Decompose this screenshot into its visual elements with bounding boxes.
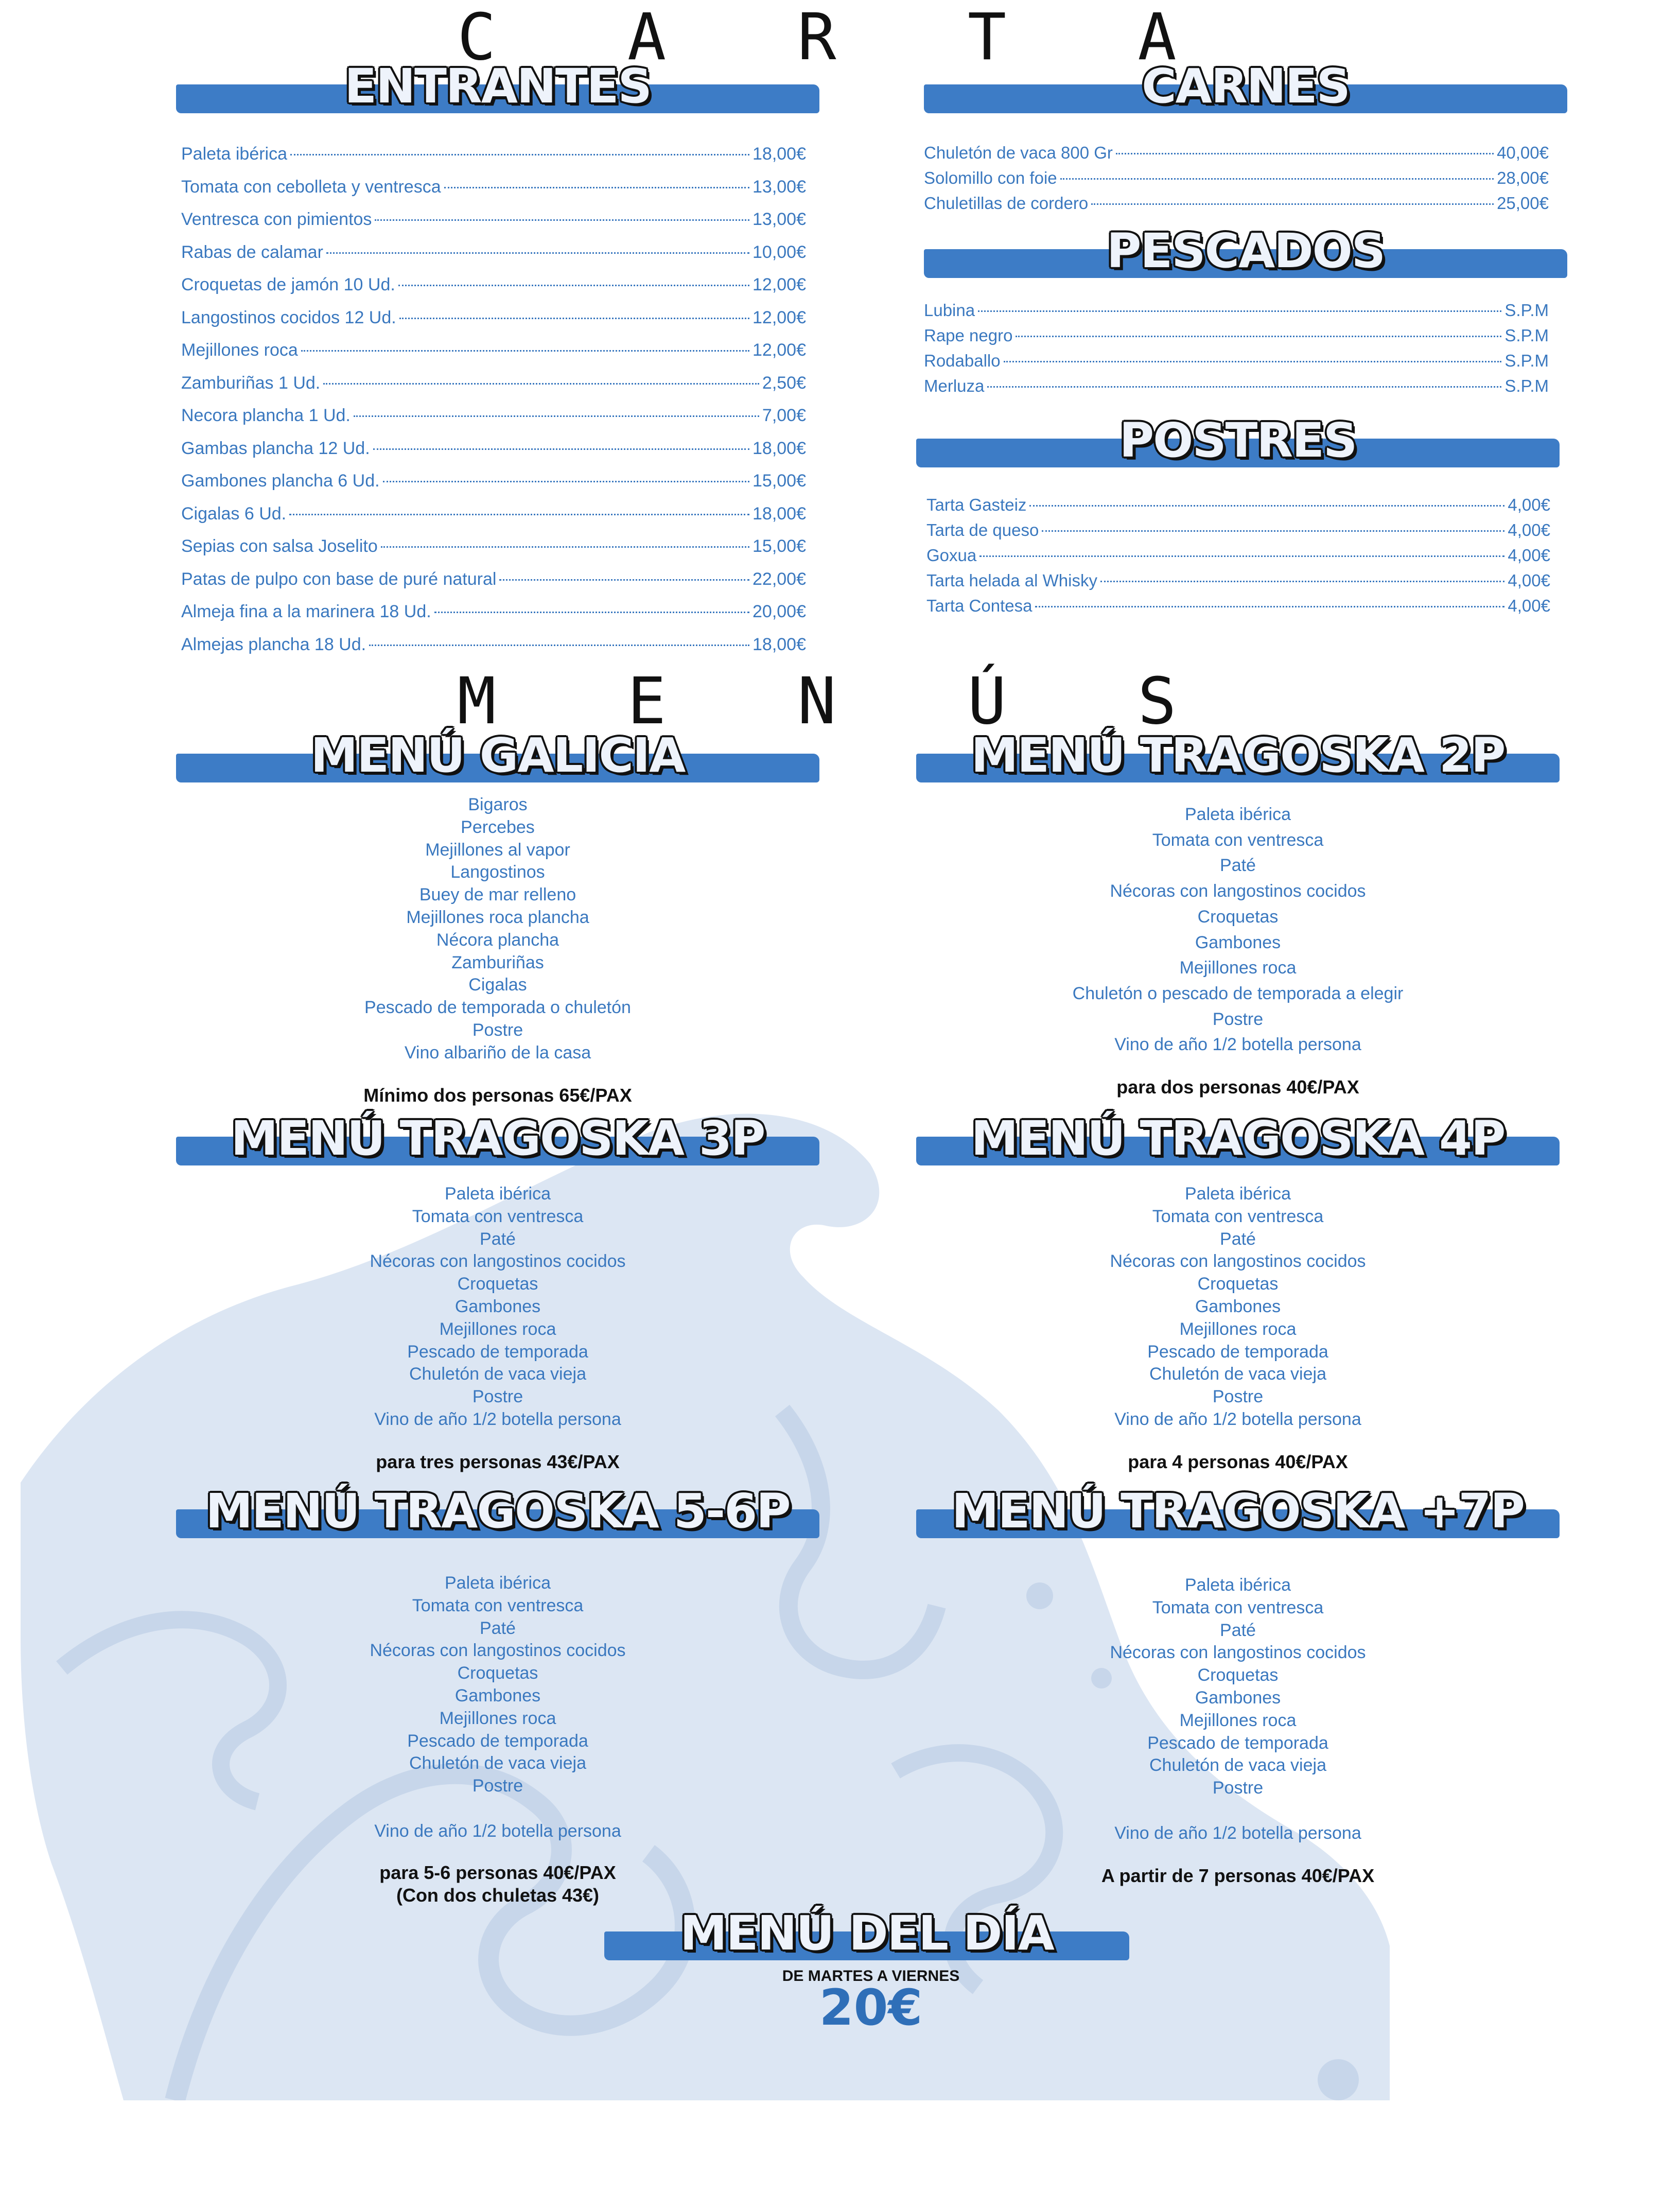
menu-7p-list [916,1574,1560,1845]
carnes-item-price: 25,00€ [1497,194,1549,213]
pescados-item [924,298,1549,323]
postres-item-price: 4,00€ [1508,571,1550,590]
menu-galicia-heading: MENÚ GALICIA [310,728,685,783]
menu-item: Paté [1220,1229,1256,1249]
menu-item: Paleta ibérica [1184,1575,1291,1595]
menu-item: Mejillones roca [439,1708,556,1728]
entrantes-item-name: Gambas plancha 12 Ud. [181,438,370,458]
entrantes-item-price: 22,00€ [752,569,806,589]
menu-item: Tomata con ventresca [412,1595,584,1615]
menu-item: Zamburiñas [451,952,544,972]
menu-item: Vino de año 1/2 botella persona [374,1409,621,1429]
postres-item-price: 4,00€ [1508,546,1550,565]
entrantes-item [181,302,806,335]
menu-item: Cigalas [468,975,527,995]
menu-item: Chuletón de vaca vieja [409,1753,586,1773]
menu-item: Pescado de temporada [1147,1342,1328,1362]
dot-leader [398,285,749,286]
entrantes-item [181,629,806,662]
menu-7p-heading: MENÚ TRAGOSKA +7P [952,1484,1524,1539]
menu-2p-banner [916,728,1560,783]
entrantes-item-name: Ventresca con pimientos [181,210,372,229]
dot-leader [289,514,749,515]
pescados-item [924,323,1549,348]
menu-item: Mejillones roca [1179,1710,1297,1730]
dot-leader [375,219,749,221]
entrantes-item-price: 18,00€ [752,438,806,458]
dot-leader [301,350,749,352]
menu-item: Gambones [1195,1687,1281,1708]
menu-item [176,1798,819,1820]
menu-item: Paleta ibérica [444,1184,551,1204]
dot-leader [1035,606,1504,607]
postres-item-price: 4,00€ [1508,495,1550,514]
dot-leader [399,318,749,319]
entrantes-item-price: 18,00€ [752,634,806,654]
entrantes-item-price: 10,00€ [752,242,806,262]
dot-leader [383,481,749,482]
entrantes-item-price: 2,50€ [762,373,806,393]
carta-title: C A R T A [457,0,1223,75]
menu-item: Buey de mar relleno [419,885,576,905]
pescados-item-name: Merluza [924,376,985,395]
menu-item: Paté [1220,856,1256,876]
dot-leader [323,383,759,385]
menu-item: Paté [480,1229,516,1249]
menu-item: Tomata con ventresca [1152,1206,1324,1226]
menu-item: Croquetas [1197,1665,1279,1685]
dot-leader [444,187,749,188]
postres-item-price: 4,00€ [1508,596,1550,615]
postres-item-name: Tarta helada al Whisky [926,571,1097,590]
pescados-heading: PESCADOS [1106,223,1385,279]
menu-item: Vino de año 1/2 botella persona [1114,1409,1361,1429]
menu-item: Nécoras con langostinos cocidos [1110,1643,1366,1663]
menu-item: Chuletón de vaca vieja [1149,1364,1326,1384]
menu-item: Vino de año 1/2 botella persona [1114,1035,1361,1055]
menu-56p-price-note-2: (Con dos chuletas 43€) [396,1885,600,1906]
pescados-item-name: Rodaballo [924,351,1001,370]
carnes-item-name: Chuletillas de cordero [924,194,1089,213]
entrantes-item-price: 20,00€ [752,602,806,621]
dot-leader [434,612,749,613]
entrantes-item-price: 15,00€ [752,471,806,491]
pescados-item-price: S.P.M [1504,301,1549,320]
postres-list [926,492,1550,618]
menu-item [916,1800,1560,1822]
dot-leader [381,546,749,548]
pescados-item-price: S.P.M [1504,326,1549,345]
entrantes-item [181,498,806,531]
menu-item: Nécora plancha [436,930,559,950]
menu-4p-list [916,1183,1560,1431]
menu-3p-list [176,1183,819,1431]
menu-56p-heading: MENÚ TRAGOSKA 5-6P [205,1484,790,1539]
carnes-list [924,140,1549,216]
menu-item: Postre [1212,1387,1264,1407]
entrantes-item [181,530,806,563]
dot-leader [1029,505,1504,507]
menu-item: Tomata con ventresca [412,1206,584,1226]
pescados-item [924,348,1549,373]
dot-leader [499,579,749,581]
menu-dia-banner [604,1906,1129,1961]
postres-item-name: Tarta Gasteiz [926,495,1027,514]
carnes-item-name: Chuletón de vaca 800 Gr [924,143,1113,162]
dot-leader [978,310,1501,312]
pescados-item [924,373,1549,398]
dot-leader [369,645,749,646]
entrantes-item-name: Almejas plancha 18 Ud. [181,634,366,654]
carnes-item-name: Solomillo con foie [924,168,1057,187]
entrantes-item-name: Tomata con cebolleta y ventresca [181,177,441,197]
dot-leader [326,252,749,254]
dot-leader [290,154,749,155]
menu-item: Bigaros [468,795,528,814]
entrantes-item [181,269,806,302]
entrantes-item [181,236,806,269]
menu-4p-price-note: para 4 personas 40€/PAX [1128,1451,1348,1472]
menus-title: M E N Ú S [457,664,1223,739]
menu-galicia-banner [176,728,819,783]
menu-item: Chuletón de vaca vieja [1149,1755,1326,1776]
menu-item: Vino de año 1/2 botella persona [374,1821,621,1841]
menu-item: Mejillones roca [439,1319,556,1339]
menu-item: Percebes [461,817,535,837]
dot-leader [1004,361,1502,362]
menu-7p-price-note: A partir de 7 personas 40€/PAX [1101,1865,1375,1886]
menu-galicia-list [176,794,819,1065]
dot-leader [1091,203,1494,205]
entrantes-item-name: Croquetas de jamón 10 Ud. [181,275,395,294]
menu-item: Paleta ibérica [444,1573,551,1593]
menu-item: Vino albariño de la casa [404,1042,591,1063]
postres-item-price: 4,00€ [1508,520,1550,539]
menu-56p-banner [176,1484,819,1539]
pescados-item-price: S.P.M [1504,351,1549,370]
menu-galicia-price-note: Mínimo dos personas 65€/PAX [363,1085,632,1106]
dot-leader [1060,178,1494,180]
menu-item: Gambones [454,1296,541,1316]
menu-item: Croquetas [457,1663,538,1683]
menu-2p-list [916,802,1560,1058]
postres-item [926,593,1550,618]
entrantes-heading: ENTRANTES [344,59,651,114]
menu-item: Paleta ibérica [1184,1184,1291,1204]
postres-banner [916,413,1560,468]
menu-item: Croquetas [1197,1274,1279,1294]
entrantes-item-name: Cigalas 6 Ud. [181,503,287,524]
postres-item-name: Tarta de queso [926,520,1039,539]
pescados-item-name: Lubina [924,301,975,320]
carnes-item [924,140,1549,165]
entrantes-item-name: Patas de pulpo con base de puré natural [181,569,497,589]
menu-item: Nécoras con langostinos cocidos [1110,881,1366,901]
entrantes-item-price: 18,00€ [752,144,806,164]
menu-item: Tomata con ventresca [1152,1597,1324,1617]
entrantes-item [181,171,806,204]
menu-item: Pescado de temporada [407,1731,588,1751]
dot-leader [373,448,749,450]
menu-item: Langostinos [450,862,545,882]
entrantes-item-name: Sepias con salsa Joselito [181,536,378,556]
menu-4p-banner [916,1111,1560,1166]
menu-item: Nécoras con langostinos cocidos [370,1641,626,1661]
menu-item: Croquetas [1197,907,1279,927]
carnes-item-price: 28,00€ [1497,168,1549,187]
menu-item: Pescado de temporada o chuletón [364,998,631,1018]
menu-dia-heading: MENÚ DEL DÍA [680,1906,1054,1961]
menu-item: Pescado de temporada [407,1342,588,1362]
postres-item [926,492,1550,517]
entrantes-item [181,596,806,629]
entrantes-list [181,138,806,661]
menu-item: Chuletón o pescado de temporada a elegir [1072,983,1404,1003]
postres-heading: POSTRES [1119,413,1357,468]
carnes-item-price: 40,00€ [1497,143,1549,162]
dot-leader [1116,153,1494,154]
entrantes-item [181,138,806,171]
menu-item: Postre [1212,1009,1264,1029]
menu-item: Chuletón de vaca vieja [409,1364,586,1384]
dot-leader [979,555,1504,557]
carnes-banner [924,59,1567,114]
entrantes-banner [176,59,819,114]
postres-item [926,568,1550,593]
dot-leader [1042,530,1504,532]
entrantes-item-price: 13,00€ [752,177,806,197]
menu-item: Postre [1212,1778,1264,1798]
menu-7p-banner [916,1484,1560,1539]
pescados-item-name: Rape negro [924,326,1013,345]
entrantes-item-price: 7,00€ [762,406,806,425]
entrantes-item-name: Necora plancha 1 Ud. [181,406,351,425]
menu-item: Postre [472,1387,523,1407]
pescados-banner [924,223,1567,279]
entrantes-item-name: Mejillones roca [181,340,298,360]
entrantes-item [181,465,806,498]
entrantes-item-name: Gambones plancha 6 Ud. [181,471,380,491]
menu-dia-price: 20€ [819,1979,923,2037]
carnes-heading: CARNES [1142,59,1350,114]
menu-item: Tomata con ventresca [1152,830,1324,850]
carnes-item [924,190,1549,216]
menu-item: Postre [472,1020,523,1040]
menu-item: Mejillones roca [1179,958,1297,978]
entrantes-item [181,334,806,367]
menu-2p-price-note: para dos personas 40€/PAX [1116,1076,1359,1098]
entrantes-item [181,563,806,596]
entrantes-item-price: 13,00€ [752,210,806,229]
entrantes-item [181,399,806,432]
menu-item: Gambones [1195,932,1281,952]
menu-item: Postre [472,1776,523,1796]
menu-dia-schedule: DE MARTES A VIERNES [782,1968,960,1985]
carnes-item [924,165,1549,190]
menu-item: Vino de año 1/2 botella persona [1114,1823,1361,1843]
menu-item: Mejillones al vapor [425,840,570,860]
menu-item: Nécoras con langostinos cocidos [370,1251,626,1272]
menu-3p-banner [176,1111,819,1166]
postres-item-name: Tarta Contesa [926,596,1032,615]
postres-item [926,517,1550,543]
entrantes-item-name: Almeja fina a la marinera 18 Ud. [181,602,431,621]
postres-item-name: Goxua [926,546,977,565]
entrantes-item [181,203,806,236]
menu-item: Mejillones roca [1179,1319,1297,1339]
menu-56p-list [176,1572,819,1843]
menu-2p-heading: MENÚ TRAGOSKA 2P [971,728,1505,783]
dot-leader [1016,336,1501,337]
dot-leader [987,386,1501,388]
menu-56p-price-note: para 5-6 personas 40€/PAX [379,1862,616,1883]
menu-4p-heading: MENÚ TRAGOSKA 4P [971,1111,1505,1166]
dot-leader [354,415,759,417]
entrantes-item-name: Zamburiñas 1 Ud. [181,373,321,393]
pescados-list [924,298,1549,398]
menu-item: Mejillones roca plancha [406,907,589,927]
entrantes-item-name: Langostinos cocidos 12 Ud. [181,307,396,327]
dot-leader [1100,581,1504,582]
entrantes-item-price: 18,00€ [752,503,806,524]
entrantes-item-price: 12,00€ [752,307,806,327]
entrantes-item [181,367,806,400]
entrantes-item-price: 15,00€ [752,536,806,556]
menu-item: Nécoras con langostinos cocidos [1110,1251,1366,1272]
menu-item: Gambones [454,1685,541,1705]
entrantes-item [181,432,806,465]
menu-item: Paté [480,1618,516,1638]
menu-item: Croquetas [457,1274,538,1294]
entrantes-item-price: 12,00€ [752,340,806,360]
postres-item [926,543,1550,568]
entrantes-item-name: Rabas de calamar [181,242,323,262]
menu-3p-price-note: para tres personas 43€/PAX [376,1451,620,1472]
menu-3p-heading: MENÚ TRAGOSKA 3P [231,1111,765,1166]
entrantes-item-name: Paleta ibérica [181,144,288,164]
menu-item: Pescado de temporada [1147,1733,1328,1753]
menu-item: Paté [1220,1620,1256,1640]
menu-item: Paleta ibérica [1184,805,1291,824]
menu-item: Gambones [1195,1296,1281,1316]
entrantes-item-price: 12,00€ [752,275,806,294]
pescados-item-price: S.P.M [1504,376,1549,395]
